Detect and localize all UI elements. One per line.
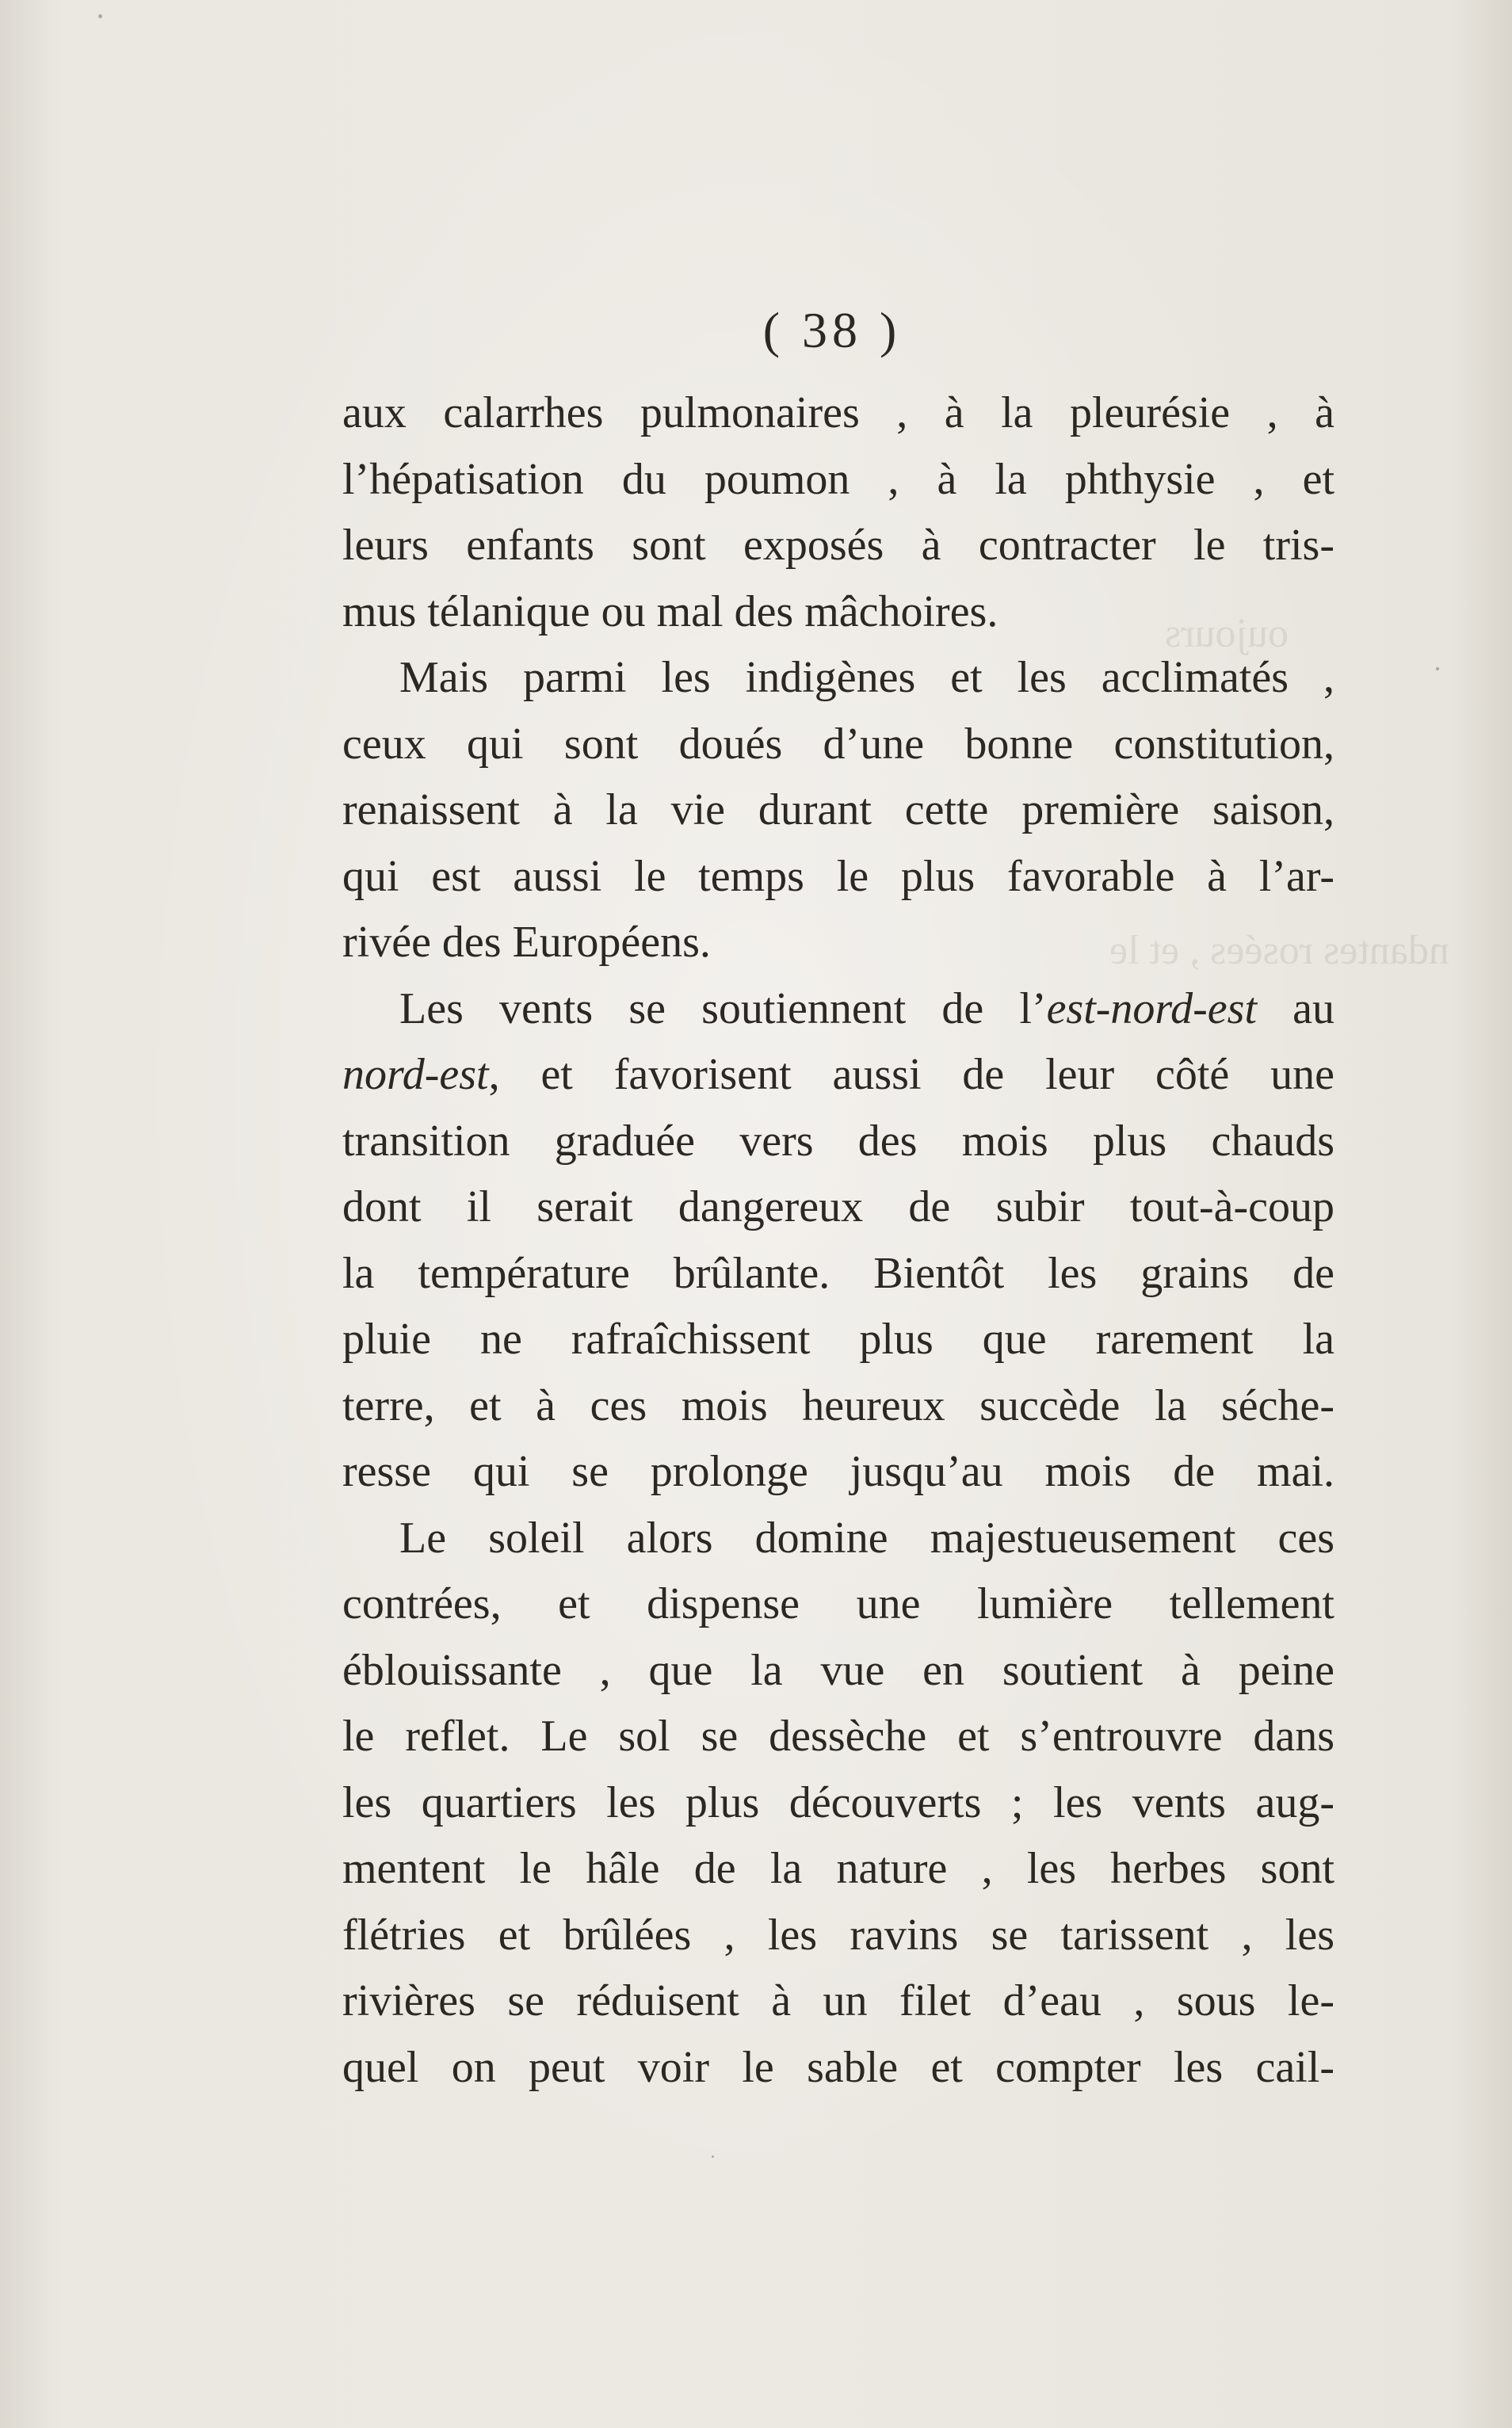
text-line: les quartiers les plus découverts ; les vents aug-: [342, 1777, 1334, 1827]
show-through-mark: ndantes rosées , et le: [1109, 928, 1449, 973]
text-line: la température brûlante. Bientôt les grains de: [342, 1248, 1334, 1298]
text-line: rivières se réduisent à un filet d’eau , sous le-: [342, 1976, 1334, 2025]
text-line: resse qui se prolonge jusqu’au mois de mai.: [342, 1447, 1334, 1496]
body-text: [342, 380, 1334, 2101]
text-line: Les vents se soutiennent de l’est-nord-est au: [399, 983, 1334, 1033]
text-line: mentent le hâle de la nature , les herbes sont: [342, 1844, 1334, 1893]
text-line: contrées, et dispense une lumière tellement: [342, 1579, 1334, 1628]
text-line: Mais parmi les indigènes et les acclimatés ,: [399, 653, 1334, 702]
page-number: ( 38 ): [762, 302, 902, 358]
show-through-mark: oujours: [1165, 611, 1289, 656]
text-line: flétries et brûlées , les ravins se tarissent , les: [342, 1910, 1334, 1960]
text-line: Le soleil alors domine majestueusement ces: [399, 1513, 1334, 1563]
text-line: ceux qui sont doués d’une bonne constitution,: [342, 719, 1334, 769]
text-line: leurs enfants sont exposés à contracter le tris-: [342, 521, 1334, 570]
text-line: terre, et à ces mois heureux succède la séche-: [342, 1380, 1334, 1430]
paper-speck: [712, 2155, 714, 2158]
text-line: dont il serait dangereux de subir tout-à-coup: [342, 1182, 1334, 1231]
text-line: quel on peut voir le sable et compter les cail-: [342, 2042, 1334, 2092]
text-line: qui est aussi le temps le plus favorable à l’ar-: [342, 851, 1334, 901]
text-line: aux calarrhes pulmonaires , à la pleurésie , à: [342, 388, 1334, 437]
text-line: l’hépatisation du poumon , à la phthysie , et: [342, 454, 1334, 504]
text-line: éblouissante , que la vue en soutient à peine: [342, 1645, 1334, 1695]
text-line: mus télanique ou mal des mâchoires.: [342, 586, 998, 636]
text-line: rivée des Européens.: [342, 918, 711, 967]
text-line: transition graduée vers des mois plus chauds: [342, 1116, 1334, 1166]
paper-speck: [1436, 667, 1439, 670]
text-line: nord-est, et favorisent aussi de leur côté une: [342, 1050, 1334, 1099]
paper-speck: [98, 14, 102, 18]
text-line: le reflet. Le sol se dessèche et s’entrouvre dans: [342, 1712, 1334, 1761]
text-line: renaissent à la vie durant cette première saison,: [342, 785, 1334, 834]
text-line: pluie ne rafraîchissent plus que rarement la: [342, 1315, 1334, 1364]
